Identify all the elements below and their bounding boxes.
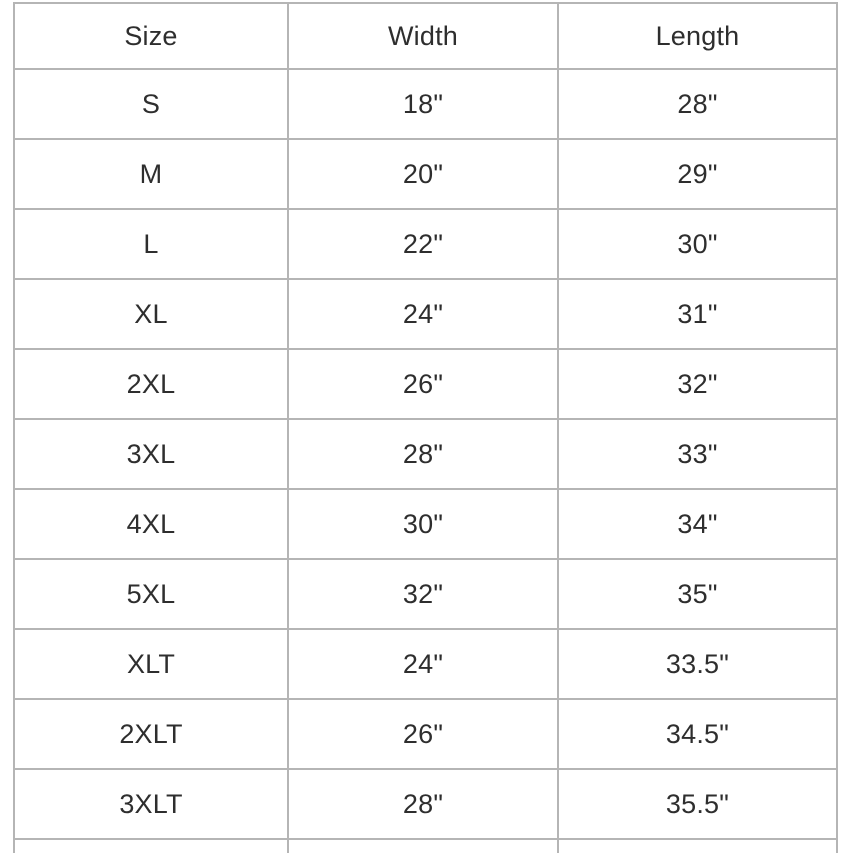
size-cell: 4XL bbox=[14, 489, 288, 559]
size-cell: XLT bbox=[14, 629, 288, 699]
length-cell bbox=[558, 839, 837, 853]
column-header-size: Size bbox=[14, 3, 288, 69]
table-row bbox=[14, 769, 837, 839]
size-cell: 3XLT bbox=[14, 769, 288, 839]
table-row bbox=[14, 349, 837, 419]
width-cell: 28" bbox=[288, 419, 558, 489]
length-cell: 31" bbox=[558, 279, 837, 349]
width-cell: 18" bbox=[288, 69, 558, 139]
table-row bbox=[14, 629, 837, 699]
width-cell: 26" bbox=[288, 699, 558, 769]
size-cell bbox=[14, 839, 288, 853]
table-row bbox=[14, 489, 837, 559]
length-cell: 28" bbox=[558, 69, 837, 139]
table-row bbox=[14, 139, 837, 209]
size-cell: XL bbox=[14, 279, 288, 349]
width-cell: 20" bbox=[288, 139, 558, 209]
length-cell: 33.5" bbox=[558, 629, 837, 699]
size-cell: 5XL bbox=[14, 559, 288, 629]
width-cell: 30" bbox=[288, 489, 558, 559]
table-row-partial bbox=[14, 839, 837, 853]
length-cell: 30" bbox=[558, 209, 837, 279]
size-cell: M bbox=[14, 139, 288, 209]
width-cell: 24" bbox=[288, 629, 558, 699]
width-cell bbox=[288, 839, 558, 853]
length-cell: 34.5" bbox=[558, 699, 837, 769]
length-cell: 35" bbox=[558, 559, 837, 629]
size-cell: 2XL bbox=[14, 349, 288, 419]
width-cell: 26" bbox=[288, 349, 558, 419]
column-header-length: Length bbox=[558, 3, 837, 69]
width-cell: 24" bbox=[288, 279, 558, 349]
table-row bbox=[14, 209, 837, 279]
size-cell: 2XLT bbox=[14, 699, 288, 769]
table-body bbox=[14, 69, 837, 853]
length-cell: 35.5" bbox=[558, 769, 837, 839]
table-row bbox=[14, 419, 837, 489]
length-cell: 33" bbox=[558, 419, 837, 489]
size-chart-table bbox=[13, 2, 838, 853]
table-row bbox=[14, 699, 837, 769]
length-cell: 34" bbox=[558, 489, 837, 559]
size-cell: S bbox=[14, 69, 288, 139]
length-cell: 32" bbox=[558, 349, 837, 419]
table-row bbox=[14, 559, 837, 629]
table-row bbox=[14, 69, 837, 139]
table-row bbox=[14, 279, 837, 349]
size-cell: L bbox=[14, 209, 288, 279]
size-cell: 3XL bbox=[14, 419, 288, 489]
width-cell: 28" bbox=[288, 769, 558, 839]
width-cell: 32" bbox=[288, 559, 558, 629]
header-row bbox=[14, 3, 837, 69]
column-header-width: Width bbox=[288, 3, 558, 69]
length-cell: 29" bbox=[558, 139, 837, 209]
width-cell: 22" bbox=[288, 209, 558, 279]
